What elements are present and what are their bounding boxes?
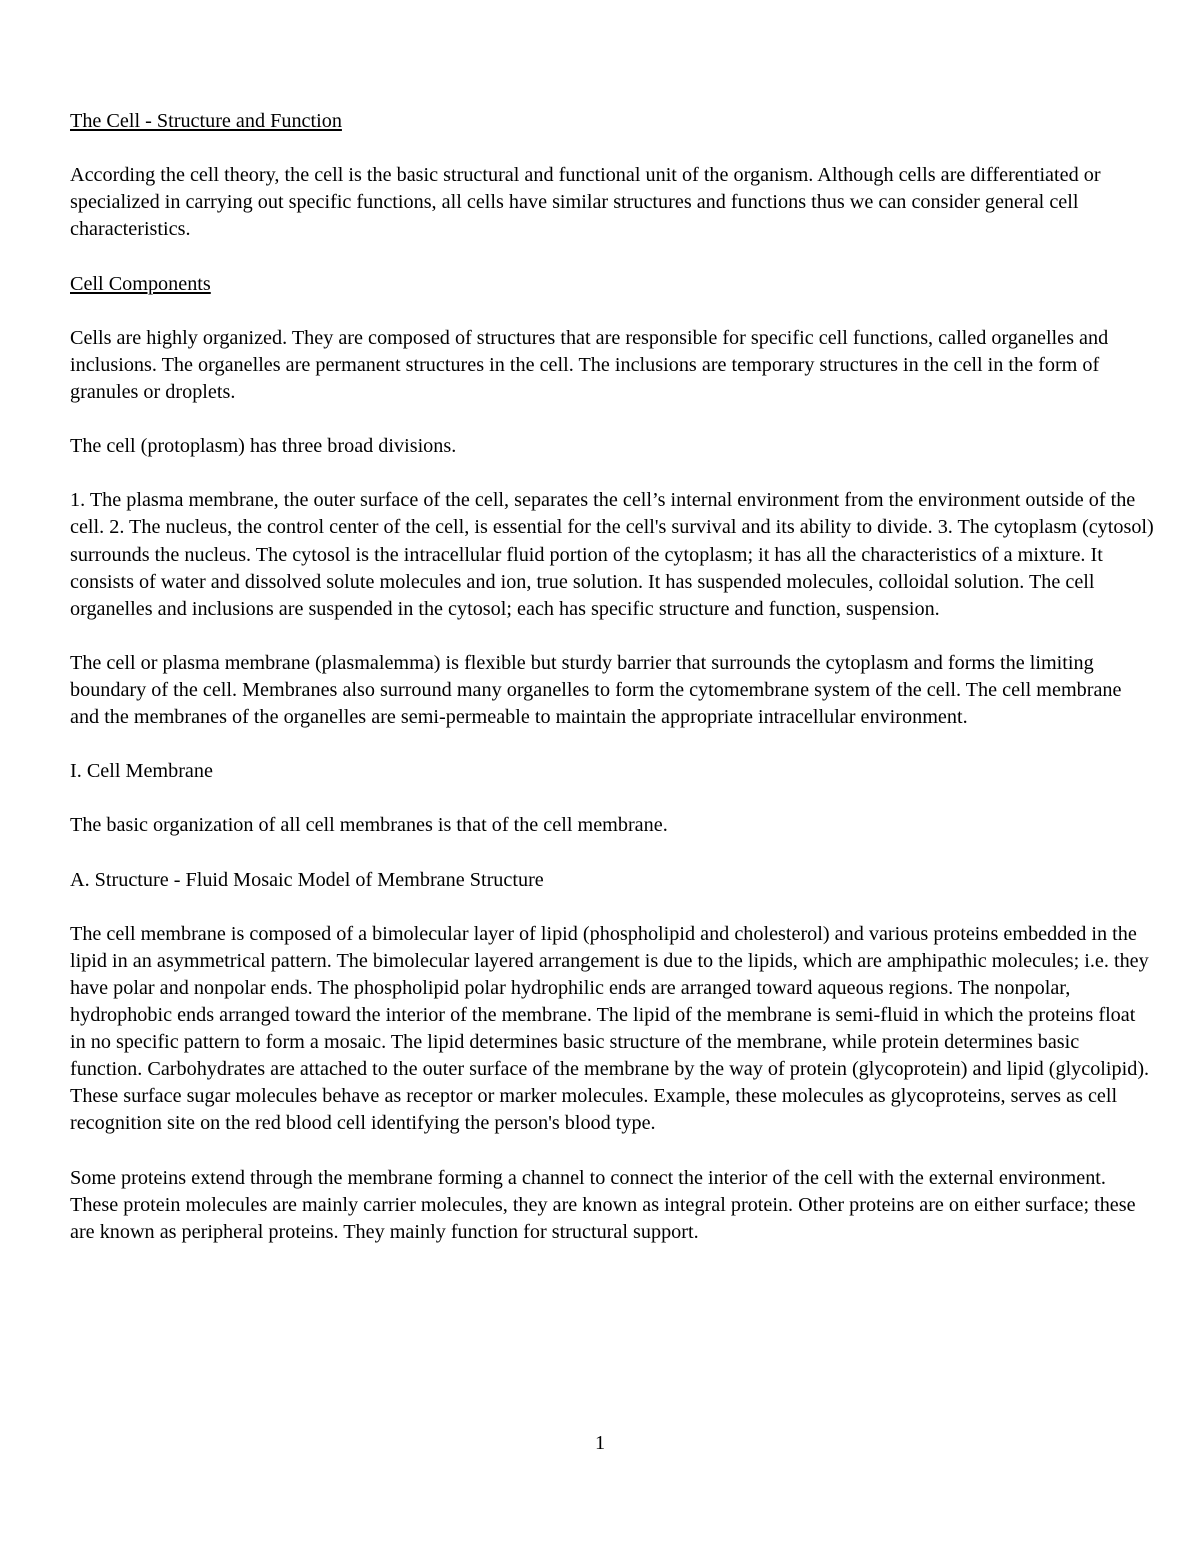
document-title: The Cell - Structure and Function xyxy=(70,110,342,132)
plasma-membrane-paragraph: The cell or plasma membrane (plasmalemma) is flexible but sturdy barrier that surrounds the cytoplasm and forms the limiting boundary of the cell. Membranes also surround many organelles to form the cytomembrane system of the cell. The cell membrane and the membranes of the organelles are semi-permeable to maintain the appropriate intracellular environment. xyxy=(70,651,1122,729)
divisions-paragraph: The cell (protoplasm) has three broad divisions. xyxy=(70,435,457,458)
basic-organization-paragraph: The basic organization of all cell membranes is that of the cell membrane. xyxy=(70,814,668,837)
proteins-paragraph: Some proteins extend through the membrane forming a channel to connect the interior of the cell with the external environment. These protein molecules are mainly carrier molecules, they are known as integral protein. Other proteins are on either surface; these are known as peripheral proteins. They mainly function for structural support. xyxy=(70,1166,1136,1243)
divisions-list-paragraph: 1. The plasma membrane, the outer surface of the cell, separates the cell’s internal environment from the environment outside of the cell. 2. The nucleus, the control center of the cell, is essential for the cell's survival and its ability to divide. 3. The cytoplasm (cytosol) surrounds the nucleus. The cytosol is the intracellular fluid portion of the cytoplasm; it has all the characteristics of a mixture. It consists of water and dissolved solute molecules and ion, true solution. It has suspended molecules, colloidal solution. The cell organelles and inclusions are suspended in the cytosol; each has specific structure and function, suspension. xyxy=(70,489,1154,620)
fluid-mosaic-paragraph: The cell membrane is composed of a bimolecular layer of lipid (phospholipid and cholesterol) and various proteins embedded in the lipid in an asymmetrical pattern. The bimolecular layered arrangement is due to the lipids, which are amphipathic molecules; i.e. they have polar and nonpolar ends. The phospholipid polar hydrophilic ends are arranged toward aqueous regions. The nonpolar, hydrophobic ends arranged toward the interior of the membrane. The lipid of the membrane is semi-fluid in which the proteins float in no specific pattern to form a mosaic. The lipid determines basic structure of the membrane, while protein determines basic function. Carbohydrates are attached to the outer surface of the membrane by the way of protein (glycoprotein) and lipid (glycolipid). These surface sugar molecules behave as receptor or marker molecules. Example, these molecules as glycoproteins, serves as cell recognition site on the red blood cell identifying the person's blood type. xyxy=(70,922,1150,1135)
page-number: 1 xyxy=(594,1432,606,1454)
section-heading-structure: A. Structure - Fluid Mosaic Model of Membrane Structure xyxy=(70,868,544,891)
organization-paragraph: Cells are highly organized. They are composed of structures that are responsible for specific cell functions, called organelles and inclusions. The organelles are permanent structures in the cell. The inclusions are temporary structures in the cell in the form of granules or droplets. xyxy=(70,326,1109,403)
section-heading-cell-membrane: I. Cell Membrane xyxy=(70,760,213,783)
intro-paragraph: According the cell theory, the cell is the basic structural and functional unit of the organism. Although cells are differentiated or specialized in carrying out specific functions, all cells have similar structures and functions thus we can consider general cell characteristics. xyxy=(70,164,1101,241)
section-heading-cell-components: Cell Components xyxy=(70,272,211,295)
document-body xyxy=(70,108,1155,1273)
